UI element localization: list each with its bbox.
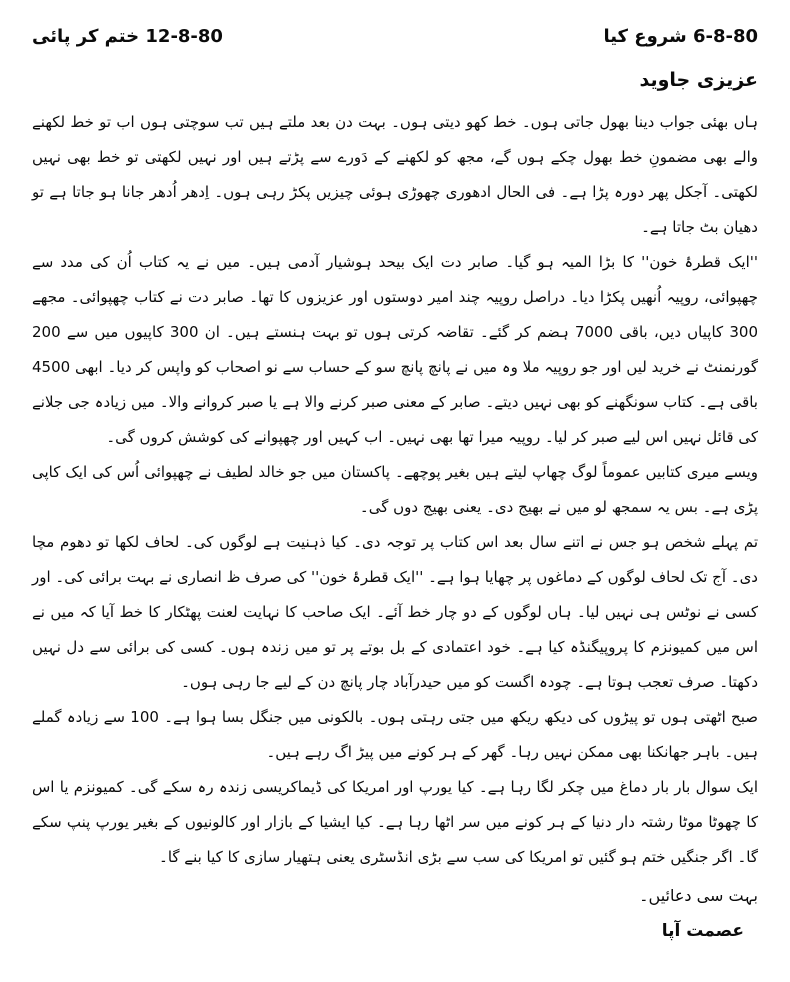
- letter-paragraph: تم پہلے شخص ہو جس نے اتنے سال بعد اس کتاب پر توجہ دی۔ کیا ذہنیت ہے لوگوں کی۔ لحاف لکھا تو دھوم مچا دی۔ آج تک لحاف لوگوں کے دماغوں پر چھایا ہوا ہے۔ ''ایک قطرۂ خون'' کی صرف ظ انصاری نے بہت برائی کی۔ اور کسی نے نوٹس ہی نہیں لیا۔ ہاں لوگوں کے دو چار خط آئے۔ ایک صاحب کا نہایت لعنت پھٹکار کا خط آیا کہ میں نے اس میں کمیونزم کا پروپیگنڈہ کیا ہے۔ خود اعتمادی کے بل بوتے پر تو میں زندہ ہوں۔ کسی کی برائی سے دل نہیں دکھتا۔ صرف تعجب ہوتا ہے۔ چودہ اگست کو میں حیدرآباد چار پانچ دن کے لیے جا رہی ہوں۔: [32, 533, 758, 691]
- letter-paragraph: صبح اٹھتی ہوں تو پیڑوں کی دیکھ ریکھ میں جتی رہتی ہوں۔ بالکونی میں جنگل بسا ہوا ہے۔ 100 سے زیادہ گملے ہیں۔ باہر جھانکنا بھی ممکن نہیں رہا۔ گھر کے ہر کونے میں پیڑ اگ رہے ہیں۔: [32, 708, 758, 761]
- date-started: 6-8-80 شروع کیا: [603, 26, 758, 47]
- letter-dates-row: [32, 26, 758, 47]
- letter-paragraph: ہاں بھئی جواب دینا بھول جاتی ہوں۔ خط کھو دیتی ہوں۔ بہت دن بعد ملتے ہیں تب سوچتی ہوں اب تو خط لکھنے والے بھی مضمونِ خط بھول چکے ہوں گے، مجھ کو لکھنے کے دَورے سے پڑتے ہیں اور نہیں لکھتی تو خط بھی نہیں لکھتی۔ آجکل پھر دورہ پڑا ہے۔ فی الحال ادھوری چھوڑی ہوئی چیزیں پکڑ رہی ہوں۔ اِدھر اُدھر جانا ہو جاتا ہے تو دھیان بٹ جاتا ہے۔: [32, 113, 758, 236]
- letter-closing: بہت سی دعائیں۔: [639, 886, 758, 905]
- letter-paragraph: ویسے میری کتابیں عموماً لوگ چھاپ لیتے ہیں بغیر پوچھے۔ پاکستان میں جو خالد لطیف نے چھپوائی اُس کی ایک کاپی پڑی ہے۔ بس یہ سمجھ لو میں نے بھیج دی۔ یعنی بھیج دوں گی۔: [32, 463, 758, 516]
- date-finished: 12-8-80 ختم کر پائی: [32, 26, 223, 47]
- letter-signature: عصمت آپا: [661, 921, 744, 941]
- letter-paragraph: ''ایک قطرۂ خون'' کا بڑا المیہ ہو گیا۔ صابر دت ایک بیحد ہوشیار آدمی ہیں۔ میں نے یہ کتاب اُن کی مدد سے چھپوائی، روپیہ اُنھیں پکڑا دیا۔ دراصل روپیہ چند امیر دوستوں اور عزیزوں کا تھا۔ صابر دت نے کتاب چھپوائی۔ مجھے 300 کاپیاں دیں، باقی 7000 ہضم کر گئے۔ تقاضہ کرتی ہوں تو بہت ہنستے ہیں۔ ان 300 کاپیوں میں سے 200 گورنمنٹ نے خرید لیں اور جو روپیہ ملا وہ میں نے پانچ پانچ سو کے حساب سے نو اصحاب کو واپس کر دیا۔ ابھی 4500 باقی ہے۔ کتاب سونگھنے کو بھی نہیں دیتے۔ صابر کے معنی صبر کرنے والا ہے یا صبر کروانے والا۔ میں زیادہ جی جلانے کی قائل نہیں اس لیے صبر کر لیا۔ روپیہ میرا تھا بھی نہیں۔ اب کہیں اور چھپوانے کی کوشش کروں گی۔: [32, 253, 758, 446]
- letter-paragraph: ایک سوال بار بار دماغ میں چکر لگا رہا ہے۔ کیا یورپ اور امریکا کی ڈیماکریسی زندہ رہ سکے گی۔ کمیونزم یا اس کا چھوٹا موٹا رشتہ دار دنیا کے ہر کونے میں سر اٹھا رہا ہے۔ کیا ایشیا کے بازار اور کالونیوں کے بغیر یورپ پنپ سکے گا۔ اگر جنگیں ختم ہو گئیں تو امریکا کی سب سے بڑی انڈسٹری یعنی ہتھیار سازی کا کیا بنے گا۔: [32, 778, 758, 866]
- salutation: عزیزی جاوید: [639, 69, 758, 91]
- letter-body: [32, 105, 758, 875]
